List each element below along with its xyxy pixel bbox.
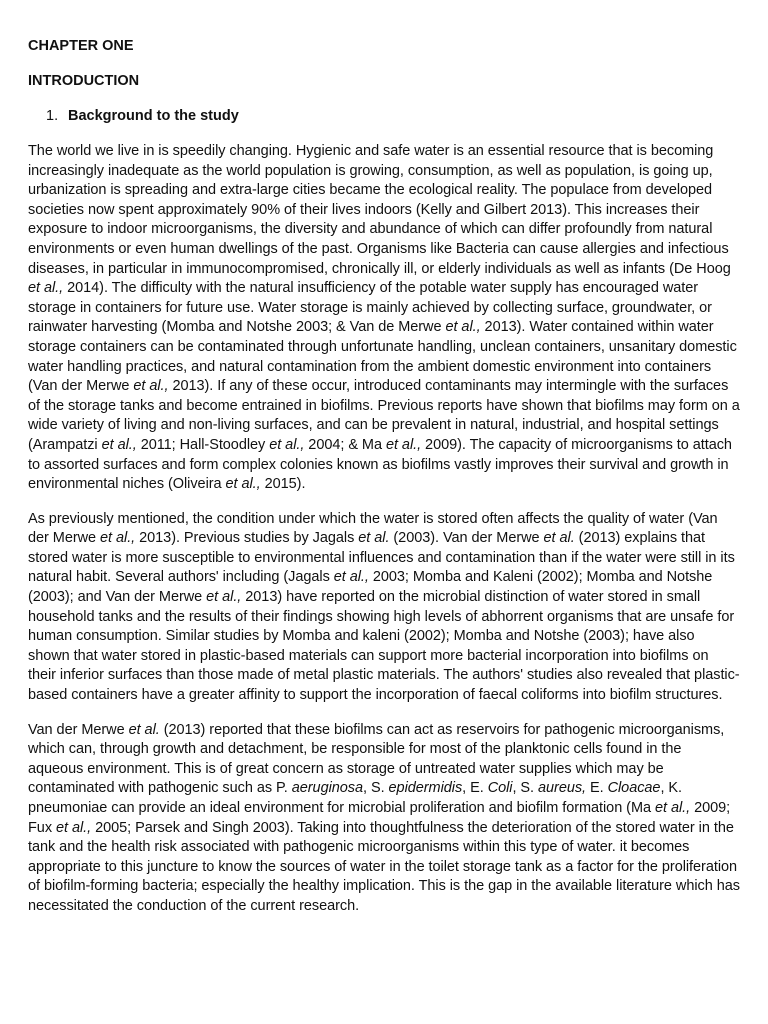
italic-run: et al., [385, 436, 422, 453]
italic-run: et al. [543, 530, 575, 547]
subsection-title: Background to the study [68, 108, 239, 124]
italic-run: et al., [133, 378, 169, 395]
chapter-heading: CHAPTER ONE [28, 38, 134, 54]
italic-run: aeruginosa [291, 780, 363, 797]
italic-run: aureus, [538, 780, 587, 797]
italic-run: et al., [206, 589, 242, 606]
paragraph-1: The world we live in is speedily changing. Hygienic and safe water is an essential resource that is becoming increasingly inadequate as the world population is growing, consumption, as well as population, is going up, urbanization is spreading and extra-large cities became the ecological reality. The populace from developed societies now spent approximately 90% of their lives indoors (Kelly and Gilbert 2013). This increases their exposure to indoor microorganisms, the diversity and abundance of which can differ profoundly from natural environments or even human dwellings of the past. Organisms like Bacteria can cause allergies and infectious diseases, in particular in immunocompromised, chronically ill, or elderly individuals as well as infants (De Hoog et al., 2014). The difficulty with the natural insufficiency of the potable water supply has encouraged water storage in containers for future use. Water storage is mainly achieved by collecting surface, groundwater, or rainwater harvesting (Momba and Notshe 2003; & Van de Merwe et al., 2013). Water contained within water storage containers can be contaminated through unfortunate handling, unclean containers, unsanitary domestic water handling practices, and natural contamination from the ambient domestic environment into containers (Van der Merwe et al., 2013). If any of these occur, introduced contaminants may intermingle with the surfaces of the storage tanks and become entrained in biofilms. Previous reports have shown that biofilms may form on a wide variety of living and non-living surfaces, and can be prevalent in natural, industrial, and hospital settings (Arampatzi et al., 2011; Hall-Stoodley et al., 2004; & Ma et al., 2009). The capacity of microorganisms to attach to assorted surfaces and form complex colonies known as biofilms vastly improves their survival and growth in environmental niches (Oliveira et al., 2015). [28, 143, 740, 493]
italic-run: et al., [101, 436, 137, 453]
italic-run: Coli [487, 780, 513, 797]
italic-run: Cloacae [607, 780, 661, 797]
italic-run: et al., [654, 800, 691, 816]
italic-run: epidermidis [388, 780, 463, 797]
italic-run: et al., [28, 280, 64, 297]
italic-run: et al. [128, 721, 160, 738]
paragraph-2: As previously mentioned, the condition under which the water is stored often affects the quality of water (Van der Merwe et al., 2013). Previous studies by Jagals et al. (2003). Van der Merwe et al. (2013) explains that stored water is more susceptible to environmental influences and contamination than if the water were still in its natural habit. Several authors' including (Jagals et al., 2003; Momba and Kaleni (2002); Momba and Notshe (2003); and Van der Merwe et al., 2013) have reported on the microbial distinction of water stored in small household tanks and the results of their findings showing high levels of abhorrent organisms that are unsafe for human consumption. Similar studies by Momba and kaleni (2002); Momba and Notshe (2003); have also shown that water stored in plastic-based materials can support more bacterial incorporation into biofilms on their inferior surfaces than those made of metal plastic materials. The authors' studies also revealed that plastic-based containers have a greater affinity to support the incorporation of faecal coliforms into biofilm structures. [28, 510, 740, 704]
subsection-heading [28, 107, 740, 126]
italic-run: et al., [269, 436, 305, 453]
subsection-number: 1. [46, 108, 59, 124]
italic-run: et al., [225, 476, 261, 493]
italic-run: et al., [333, 569, 369, 586]
italic-run: et al., [100, 530, 136, 547]
section-heading: INTRODUCTION [28, 73, 140, 89]
italic-run: et al., [445, 319, 481, 336]
italic-run: et al., [56, 819, 92, 836]
paragraph-3: Van der Merwe et al. (2013) reported that these biofilms can act as reservoirs for pathogenic microorganisms, which can, through growth and detachment, be responsible for most of the planktonic cells found in the aqueous environment. This is of great concern as storage of untreated water supplies which may be contaminated with pathogenic such as P. aeruginosa, S. epidermidis, E. Coli, S. aureus, E. Cloacae, K. pneumoniae can provide an ideal environment for microbial proliferation and biofilm formation (Ma et al., 2009; Fux et al., 2005; Parsek and Singh 2003). Taking into thoughtfulness the deterioration of the stored water in the tank and the health risk associated with pathogenic microorganisms within this type of water. it becomes appropriate to this juncture to know the sources of water in the toilet storage tank as a factor for the proliferation of biofilm-forming bacteria; especially the healthy implication. This is the gap in the available literature which has necessitated the conduction of the current research. [28, 721, 740, 914]
italic-run: et al. [358, 530, 390, 547]
